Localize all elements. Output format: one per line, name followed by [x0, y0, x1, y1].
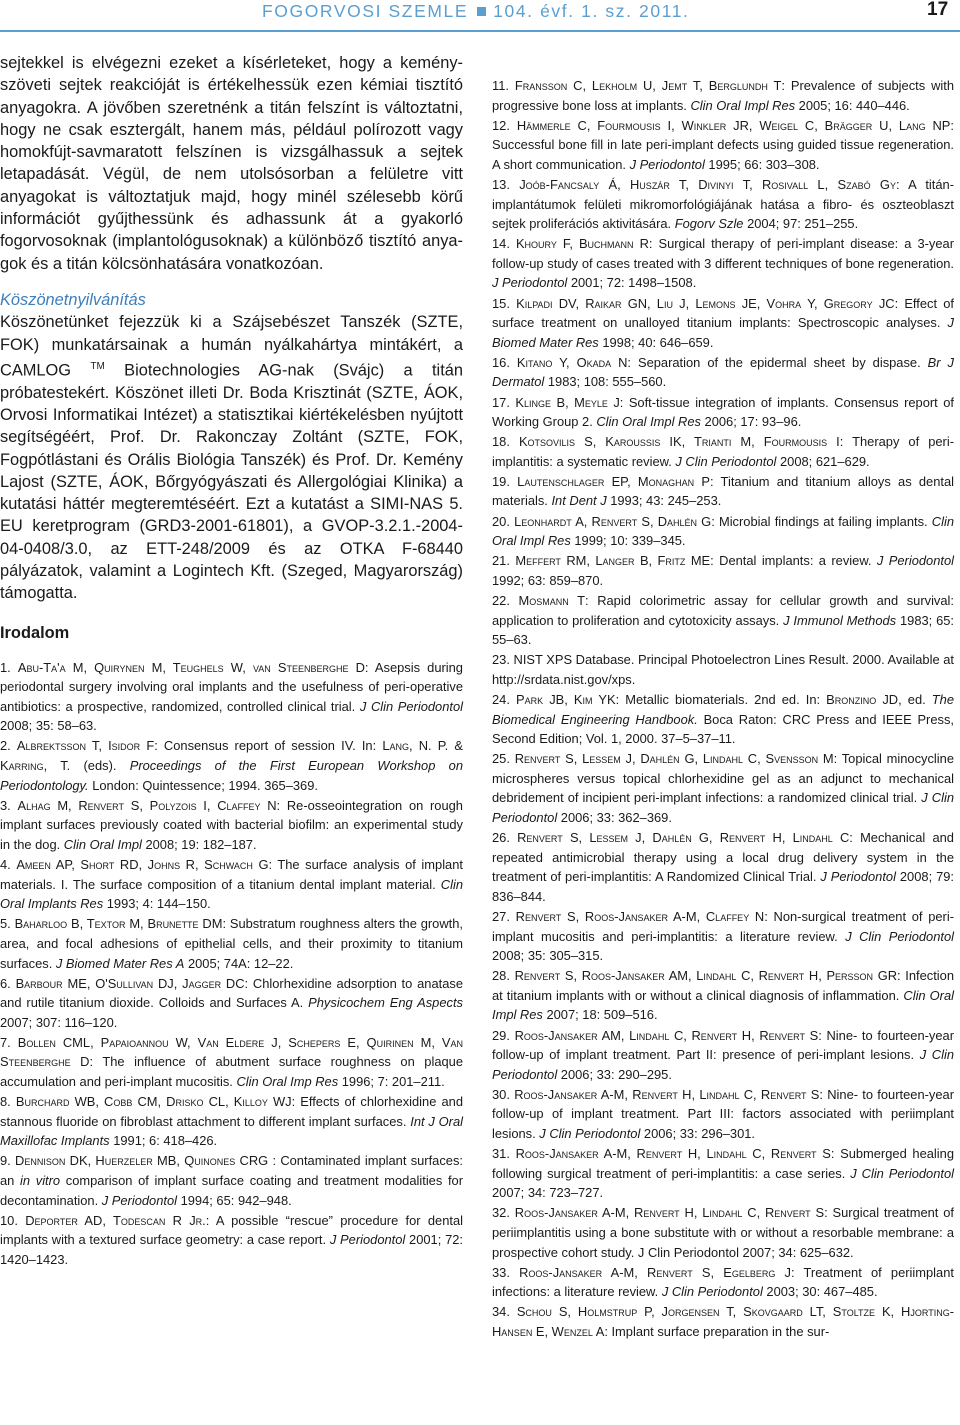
reference-number: 31. [492, 1146, 516, 1162]
reference-journal: J Clin Periodontol [359, 698, 464, 714]
reference-item [492, 76, 954, 115]
reference-number: 16. [492, 354, 517, 370]
reference-number: 26. [492, 830, 518, 846]
reference-citation: 2008; 79: 836–844. [492, 869, 954, 904]
page-number: 17 [927, 0, 949, 20]
reference-number: 2. [0, 738, 17, 754]
reference-number: 27. [492, 908, 516, 924]
reference-item [0, 974, 463, 1033]
reference-number: 19. [492, 473, 518, 489]
reference-editors: Bronzino JD [826, 691, 899, 707]
reference-citation: 2006; 33: 296–301. [640, 1125, 756, 1141]
reference-title: : Metallic biomaterials. 2nd ed. In: [615, 691, 827, 707]
reference-journal: Fogorv Szle [674, 216, 744, 232]
reference-authors: Deporter AD, Todescan R Jr. [25, 1212, 206, 1228]
acknowledgement-paragraph: Köszönetünket fejezzük ki a Szájsebészet Tanszék (SZTE, FOK) munkatársainak a humán nyálkahártya mintákért, a CAMLOG ™ Biotechnologies AG-nak (Svájc) a titán próbatestekért. Köszönet illeti Dr. Boda Krisztinát (SZTE, ÁOK, Orvosi Informatikai Intézet) a statisztikai kiértékelésben nyújtott segítségéért, Prof. Dr. Rakonczay Zoltánt (SZTE, FOK, Fogpótlástani és Orális Biológia Tanszék) és Prof. Dr. Kemény Lajost (SZTE, ÁOK, Bőrgyógyászati és Allergológiai Klinika) a kutatási háttér megteremtéséért. Ezt a kutatást a SIMI-NAS 5. EU keretprogram (GRD3-2001-61801), a GVOP-3.2.1.-2004-04-0408/3.0, az ETT-248/2009 és az OTKA F-68440 pályázatok, valamint a Logintech Kft. (Szeged, Magyarország) támogatta. [0, 313, 463, 603]
reference-item [492, 1203, 954, 1262]
reference-authors: Alhag M, Renvert S, Polyzois I, Claffey N [17, 797, 277, 813]
right-column [492, 76, 954, 1342]
reference-title: : Mechanical and repeated antimicrobial therapy using a local drug delivery system in the treatment of peri-implantitis: A Randomized Clinical Trial. [492, 830, 954, 885]
reference-authors: Renvert S, Roos-Jansaker A-M, Claffey N [515, 908, 765, 924]
reference-number: 8. [0, 1094, 16, 1110]
reference-journal: J Biomed Mater Res [492, 315, 954, 350]
reference-authors: Khoury F, Buchmann R [515, 236, 649, 252]
reference-number: 25. [492, 751, 515, 767]
reference-authors: Kilpadi DV, Raikar GN, Liu J, Lemons JE, Vohra Y, Gregory JC [516, 295, 895, 311]
reference-item [492, 1085, 954, 1144]
reference-citation: 2007; 34: 723–727. [492, 1185, 604, 1201]
reference-number: 14. [492, 236, 516, 252]
reference-journal: J Periodontol [629, 156, 705, 172]
reference-authors: Roos-Jansaker A-M, Renvert H, Lindahl C, Renvert S [515, 1146, 831, 1162]
reference-citation: 2006; 33: 290–295. [557, 1066, 672, 1082]
reference-journal: J Clin Periodontol [492, 790, 955, 825]
reference-citation: 1993; 4: 144–150. [103, 896, 211, 912]
reference-authors: Roos-Jansaker A-M, Renvert S, Egelberg J [519, 1264, 791, 1280]
reference-journal: J Periodontol [492, 275, 568, 291]
reference-authors: Burchard WB, Cobb CM, Drisko CL, Killoy WJ [15, 1094, 292, 1110]
running-header [262, 1, 690, 22]
reference-title: : Asepsis during periodontal surgery involving oral implants and the usefulness of peri-operative antibiotics: a prospective, randomized, controlled clinical trial. [0, 659, 463, 714]
reference-item [492, 1026, 954, 1085]
reference-title: : Infection at titanium implants with or without a clinical diagnosis of inflammation. [492, 968, 954, 1003]
reference-text: (eds). [70, 758, 130, 774]
reference-journal: Clin Oral Impl [63, 836, 142, 852]
reference-citation: 2006; 17: 93–96. [700, 414, 802, 430]
reference-title: : Submerged healing following surgical treatment of peri-implantitis: a case series. [492, 1146, 954, 1181]
reference-journal: J Clin Periodontol [675, 453, 777, 469]
reference-journal: J Periodontol [820, 869, 896, 885]
reference-citation: 2008; 35: 305–315. [492, 948, 604, 964]
reference-title: : Effects of chlorhexidine and stannous fluoride on fibroblast attachment to different implant surfaces. [0, 1094, 463, 1129]
reference-number: 9. [0, 1153, 16, 1169]
reference-item [0, 855, 463, 914]
reference-title: : Dental implants: a review. [710, 553, 877, 569]
reference-title: : Contaminated implant surfaces: an [0, 1153, 463, 1189]
body-paragraph: sejtekkel is elvégezni ezeket a kísérleteket, hogy a keményszöveti sejtek reakcióját is értékelhessük ezen kémiai tisztító anyagokra. A jövőben szeretnénk a titán felszínt is változtatni, hogy ne csak esztergált, hanem más, például polírozott vagy homokfújt-savmaratott felszínen is vizsgálhassuk a sejtek letapadását. Végül, de nem utolsósorban a felületre vitt anyagokat is változtatjuk majd, hogy minél szélesebb körű információt gyűjthessünk és adhassunk át a gyakorló fogorvosoknak (implantológusoknak) a különböző tisztító anyagok és a titán kölcsönhatására vonatkozóan. [0, 54, 463, 273]
reference-number: 3. [0, 797, 18, 813]
reference-authors: Baharloo B, Textor M, Brunette DM [14, 916, 223, 932]
reference-citation: 1993; 43: 245–253. [606, 493, 722, 509]
reference-citation: comparison of implant surface coating and treatment modalities for decontamination. [0, 1173, 464, 1208]
reference-item [492, 907, 954, 966]
reference-number: 10. [0, 1212, 26, 1228]
reference-journal: Clin Oral Impl Res [492, 987, 954, 1023]
reference-title: : A possible “rescue” procedure for dental implants with a textured surface geometry: a case report. [0, 1212, 463, 1248]
reference-authors: Park JB, Kim YK [516, 691, 616, 707]
reference-citation: 1983; 65: 55–63. [492, 612, 955, 648]
reference-item [0, 796, 463, 855]
reference-number: 5. [0, 916, 15, 932]
reference-journal: J Clin Periodontol [850, 1165, 954, 1181]
reference-authors: Mosmann T [518, 592, 586, 608]
reference-item [492, 175, 954, 234]
reference-title: : Effect of surface treatment on unalloyed titanium implants: Spectroscopic analyses. [492, 295, 954, 331]
reference-item [0, 1151, 463, 1210]
reference-authors: Schou S, Holmstrup P, Jorgensen T, Skovgaard LT, Stoltze K, Hjorting-Hansen E, Wenzel A [492, 1304, 954, 1339]
reference-title: : Soft-tissue integration of implants. Consensus report of Working Group 2. [492, 394, 954, 430]
reference-authors: Ameen AP, Short RD, Johns R, Schwach G [16, 857, 269, 873]
reference-title: : Titanium and titanium alloys as dental materials. [492, 473, 954, 509]
reference-authors: Abu-Ta'a M, Quirynen M, Teughels W, van Steenberghe D [17, 659, 365, 675]
reference-item [492, 512, 954, 551]
reference-number: 7. [0, 1034, 18, 1050]
reference-citation: 2008; 35: 58–63. [0, 718, 97, 734]
reference-item [492, 966, 954, 1025]
reference-title: : Implant surface preparation in the sur- [604, 1323, 830, 1339]
reference-number: 21. [492, 553, 516, 569]
reference-number: 11. [492, 78, 515, 93]
reference-item [492, 234, 954, 293]
reference-authors: Albrektsson T, Isidor F [16, 738, 155, 754]
reference-citation: 1983; 108: 555–560. [544, 374, 667, 390]
reference-title: : Successful bone fill in late peri-implant defects using guided tissue regeneration. A short communication. [492, 117, 954, 172]
reference-item [492, 116, 954, 175]
reference-journal: Clin Oral Imp Res [236, 1074, 339, 1090]
reference-number: 17. [492, 394, 516, 410]
reference-citation: 1991; 6: 418–426. [109, 1133, 218, 1149]
reference-item [492, 353, 954, 392]
reference-journal: Clin Oral Impl Res [596, 414, 701, 430]
reference-item [0, 736, 463, 795]
reference-authors: Renvert S, Roos-Jansaker AM, Lindahl C, Renvert H, Persson GR [514, 968, 898, 984]
reference-authors: Leonhardt A, Renvert S, Dahlén G [514, 513, 712, 529]
reference-item [492, 1302, 954, 1341]
reference-item [0, 1211, 463, 1270]
reference-journal: J Periodontol [101, 1192, 178, 1208]
reference-title: : Nine- to fourteen-year follow-up of implant treatment. Part II: presence of peri-implant lesions. [492, 1027, 954, 1063]
reference-title: : Therapy of peri-implantitis: a systematic review. [492, 434, 954, 469]
journal-name: FOGORVOSI SZEMLE [262, 1, 469, 21]
reference-authors: Hämmerle C, Fourmousis I, Winkler JR, Weigel C, Brägger U, Lang NP [516, 117, 951, 133]
reference-citation: 2003; 30: 467–485. [762, 1284, 878, 1300]
reference-title: : Prevalence of subjects with progressive bone loss at implants. [492, 78, 954, 113]
reference-item [492, 1144, 954, 1203]
reference-number: 20. [492, 513, 515, 529]
reference-item [0, 658, 463, 736]
reference-authors: Lautenschlager EP, Monaghan P [517, 473, 710, 489]
acknowledgement-title: Köszönetnyilvánítás [0, 290, 146, 309]
reference-item [492, 1263, 954, 1302]
reference-authors: Bollen CML, Papaioannou W, Van Eldere J, Schepers E, Quirinen M, Van Steenberghe D [0, 1034, 463, 1070]
reference-number: 22. [492, 592, 519, 608]
reference-journal: Int Dent J [551, 493, 607, 509]
reference-number: 1. [0, 659, 18, 675]
reference-citation: 2007; 307: 116–120. [0, 1014, 118, 1030]
reference-item [492, 749, 954, 827]
reference-authors: Kitano Y, Okada N [516, 354, 628, 370]
reference-item [492, 294, 954, 353]
reference-citation: 2008; 19: 182–187. [141, 836, 257, 852]
reference-authors: Fransson C, Lekholm U, Jemt T, Berglundh T [514, 78, 782, 93]
reference-number: 18. [492, 434, 519, 450]
reference-number: 6. [0, 975, 16, 991]
reference-journal: J Clin Periodontol [492, 1047, 954, 1082]
reference-journal: J Clin Periodontol [845, 928, 954, 944]
reference-citation: 1992; 63: 859–870. [492, 572, 604, 588]
reference-item [492, 591, 954, 650]
reference-authors: Renvert S, Lessem J, Dahlén G, Renvert H, Lindahl C [517, 830, 850, 846]
reference-journal: Proceedings of the First European Workshop on Periodontology. [0, 758, 463, 793]
reference-authors: Kotsovilis S, Karoussis IK, Trianti M, Fourmousis I [518, 434, 840, 450]
square-bullet-icon [477, 7, 486, 16]
reference-citation: 2008; 621–629. [776, 453, 870, 469]
reference-title: : Treatment of periimplant infections: a literature review. [492, 1264, 954, 1300]
reference-list-right [492, 76, 954, 1342]
reference-list-left [0, 658, 463, 1270]
reference-journal: Int J Oral Maxillofac Implants [0, 1113, 463, 1149]
reference-number: 4. [0, 857, 17, 873]
reference-journal: J Clin Periodontol [661, 1284, 763, 1300]
reference-number: 29. [492, 1027, 515, 1043]
reference-item [0, 1092, 463, 1151]
reference-item [492, 650, 954, 689]
reference-number: 15. [492, 295, 517, 311]
reference-number: 33. [492, 1264, 520, 1280]
reference-item [492, 690, 954, 749]
reference-citation: 2001; 72: 1498–1508. [567, 275, 697, 291]
issue-info: 104. évf. 1. sz. 2011. [493, 1, 690, 21]
reference-citation: 1995; 66: 303–308. [704, 156, 820, 172]
reference-authors: Roos-Jansaker A-M, Renvert H, Lindahl C, Renvert S [514, 1205, 825, 1221]
reference-title: : Re-osseointegration on rough implant surfaces previously coated with bacterial biofilm: an experimental study in the dog. [0, 797, 463, 852]
reference-authors: Roos-Jansaker AM, Lindahl C, Renvert H, Renvert S [514, 1027, 819, 1043]
reference-item [492, 828, 954, 906]
reference-journal: Clin Oral Impl Res [690, 97, 796, 113]
reference-journal: Br J Dermatol [492, 354, 954, 390]
reference-journal: J Periodontol [329, 1232, 406, 1248]
reference-number: 34. [492, 1304, 517, 1320]
reference-title: NIST XPS Database. Principal Photoelectron Lines Result. 2000. Available at http://srdata.nist.gov/xps. [492, 652, 954, 687]
reference-authors: Meffert RM, Langer B, Fritz ME [515, 553, 711, 569]
reference-citation: 1999; 10: 339–345. [570, 533, 686, 549]
reference-journal: J Periodontol [876, 553, 954, 569]
reference-citation: London: Quintessence; 1994. 365–369. [88, 777, 318, 793]
reference-citation: 2005; 16: 440–446. [795, 97, 910, 113]
reference-citation: 2005; 74A: 12–22. [184, 955, 294, 971]
reference-item [492, 432, 954, 471]
reference-title: : Nine- to fourteen-year follow-up of implant treatment. Part III: factors associated with periimplant lesions. [492, 1086, 954, 1141]
reference-number: 28. [492, 968, 515, 984]
reference-number: 30. [492, 1086, 515, 1102]
reference-number: 13. [492, 176, 520, 192]
reference-item [492, 393, 954, 432]
reference-title: : Substratum roughness alters the growth, area, and focal adhesions of epithelial cells, and their proximity to titanium surfaces. [0, 916, 463, 971]
page-header [0, 0, 960, 34]
reference-item [0, 1033, 463, 1092]
reference-number: 24. [492, 691, 517, 707]
reference-journal: Clin Oral Impl Res [492, 513, 954, 549]
trademark-mark: TM [90, 360, 105, 372]
reference-citation: 1994; 65: 942–948. [177, 1192, 292, 1208]
header-rule [0, 30, 960, 32]
reference-journal: Clin Oral Implants Res [0, 876, 463, 912]
reference-journal: J Biomed Mater Res A [55, 955, 185, 971]
reference-title: : Rapid colorimetric assay for cellular growth and survival: application to proliferation and cytotoxicity assays. [492, 592, 954, 628]
reference-journal: Physicochem Eng Aspects [308, 995, 463, 1011]
reference-authors: Joób-Fancsaly Á, Huszár T, Divinyi T, Rosivall L, Szabó Gy [519, 176, 896, 192]
reference-item [0, 914, 463, 973]
reference-title: : Surgical treatment of periimplantitis using a bone substitute with or without a resorbable membrane: a prospective cohort study. J Clin Periodontol 2007; 34: 625–632. [492, 1205, 954, 1260]
reference-title: : Microbial findings at failing implants. [711, 513, 932, 529]
left-column [0, 52, 463, 1270]
reference-citation: 1996; 7: 201–211. [338, 1074, 445, 1090]
reference-citation: 2004; 97: 251–255. [743, 216, 859, 232]
reference-title: : Consensus report of session IV. In: [154, 738, 383, 754]
reference-title: : The influence of abutment surface roughness on plaque accumulation and peri-implant mucositis. [0, 1054, 463, 1090]
reference-title: : Chlorhexidine adsorption to anatase and rutile titanium dioxide. Colloids and Surfaces A. [0, 975, 463, 1011]
reference-text: , ed. [898, 691, 932, 707]
reference-citation: 2006; 33: 362–369. [557, 809, 672, 825]
reference-number: 23. [492, 652, 514, 668]
reference-title: : Surgical therapy of peri-implant disease: a 3-year follow-up study of cases treated with 3 different techniques of bone regeneration. [492, 236, 954, 271]
reference-title: : Non-surgical treatment of peri-implant mucositis and peri-implantitis: a literature review. [492, 908, 954, 944]
reference-title: : A titán-implantátumok felületi mikromorfológiájának hatása a fibro- és oszteoblaszt sejtek proliferációs aktivitására. [492, 176, 954, 232]
reference-citation: 2001; 72: 1420–1423. [0, 1232, 463, 1267]
reference-item [492, 472, 954, 511]
reference-authors: Klinge B, Meyle J [515, 394, 620, 410]
reference-authors: Roos-Jansaker A-M, Renvert H, Lindahl C, Renvert S [514, 1086, 820, 1102]
reference-number: 12. [492, 117, 517, 133]
reference-authors: Renvert S, Lessem J, Dahlén G, Lindahl C, Svensson M [514, 751, 834, 767]
reference-number: 32. [492, 1205, 515, 1221]
reference-authors: Barbour ME, O'Sullivan DJ, Jagger DC [15, 975, 245, 991]
reference-title: : Separation of the epidermal sheet by dispase. [627, 354, 928, 370]
reference-journal: The Biomedical Engineering Handbook. [492, 691, 954, 727]
reference-editors: Lang, N. P. & Karring, T. [0, 738, 463, 774]
reference-title: : Topical minocycline microspheres versus topical chlorhexidine gel as an adjunct to mechanical debridement of incipient peri-implant infections: a randomized clinical trial. [492, 751, 954, 806]
reference-item [492, 551, 954, 590]
reference-citation: Boca Raton: CRC Press and IEEE Press, Second Edition; Vol. 1, 2000. 37–5–37–11. [492, 711, 954, 747]
reference-citation: 1998; 40: 646–659. [598, 334, 714, 350]
reference-journal: in vitro [20, 1173, 61, 1189]
reference-title: : The surface analysis of implant materials. I. The surface composition of a titanium dental implant material. [0, 857, 463, 892]
reference-journal: J Clin Periodontol [539, 1125, 641, 1141]
reference-citation: 2007; 18: 509–516. [542, 1007, 658, 1023]
reference-journal: J Immunol Methods [783, 612, 897, 628]
reference-authors: Dennison DK, Huerzeler MB, Quinones CRG [15, 1153, 269, 1169]
references-heading: Irodalom [0, 623, 70, 642]
